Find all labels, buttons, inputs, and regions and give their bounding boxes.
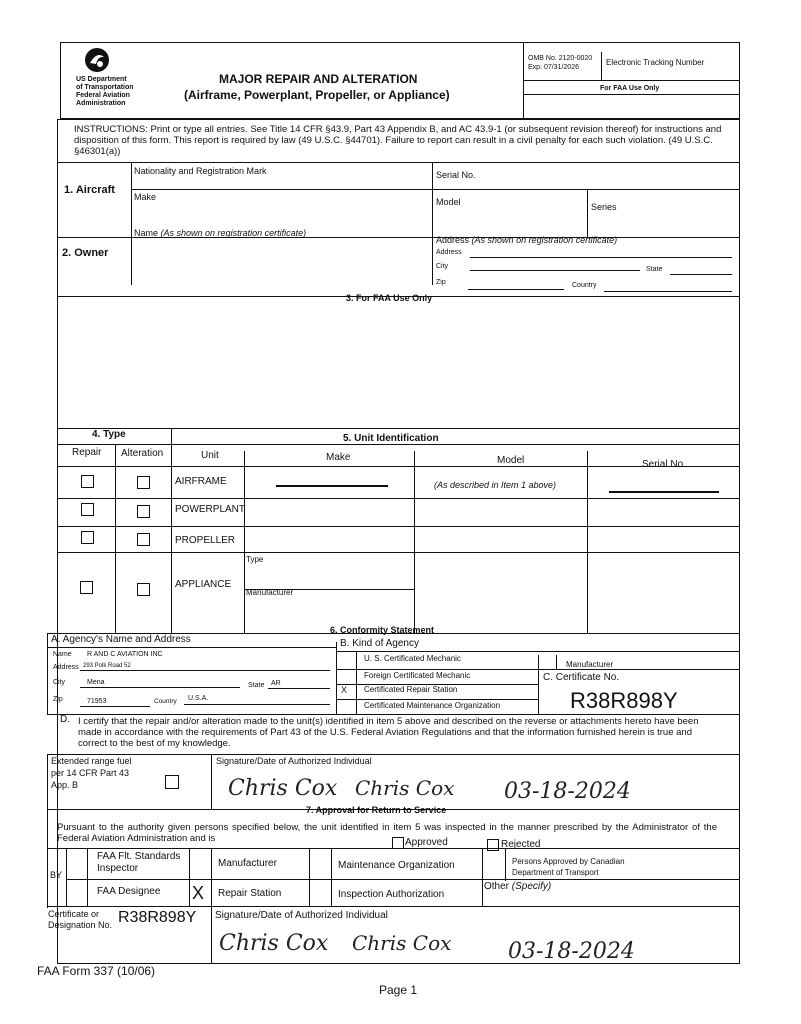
airframe-repair-checkbox[interactable]	[81, 475, 94, 488]
agency-line-1: US Department	[76, 76, 127, 83]
approval-by-label: BY	[50, 870, 63, 880]
unit-row-appliance: APPLIANCE	[175, 579, 232, 590]
propeller-repair-checkbox[interactable]	[81, 531, 94, 544]
opt-manufacturer-checkbox[interactable]	[191, 851, 209, 877]
agency-zip-value[interactable]: 71953	[87, 698, 107, 705]
ext-fuel-line-2: per 14 CFR Part 43	[51, 768, 130, 778]
instructions-text: INSTRUCTIONS: Print or type all entries. See Title 14 CFR §43.9, Part 43 Appendix B, and AC 43.9-1 (or subsequent revision thereof) for instructions and disposition of this form. This report is required by law (49 U.S.C. §44701). Failure to report can result in a civil penalty for each such violation. (49 U.S.C. §46301(a))	[74, 124, 722, 157]
airframe-model-note: (As described in Item 1 above)	[434, 480, 557, 490]
opt-designee-checkbox[interactable]	[68, 882, 85, 904]
appliance-type-label: Type	[246, 555, 264, 564]
conformity-signature-initials: Chris Cox	[355, 776, 455, 800]
agency-name-address-label: A. Agency's Name and Address	[51, 634, 191, 645]
aircraft-serial-field[interactable]	[436, 180, 736, 189]
airframe-make-dash	[276, 485, 388, 487]
cert-designation-value[interactable]: R38R898Y	[118, 909, 197, 926]
aircraft-model-label: Model	[436, 197, 461, 207]
unit-row-powerplant: POWERPLANT	[175, 504, 246, 515]
ext-fuel-line-3: App. B	[51, 780, 79, 790]
conformity-section-label: 6. Conformity Statement	[330, 625, 435, 635]
tracking-number-label: Electronic Tracking Number	[606, 58, 705, 67]
certificate-number-value[interactable]: R38R898Y	[570, 688, 678, 713]
form-subtitle: (Airframe, Powerplant, Propeller, or Appliance)	[184, 88, 450, 102]
faa-use-only-label: For FAA Use Only	[600, 85, 660, 92]
aircraft-make-label: Make	[134, 192, 157, 202]
opt-designee: FAA Designee	[97, 886, 161, 897]
approval-section-label: 7. Approval for Return to Service	[306, 805, 447, 815]
cert-designation-line-1: Certificate or	[48, 909, 100, 919]
agency-city-label: City	[53, 679, 66, 686]
agency-address-value[interactable]: 293 Polk Road 52	[83, 663, 131, 669]
aircraft-serial-label: Serial No.	[436, 170, 476, 180]
rejected-label: Rejected	[501, 839, 541, 850]
approval-statement: Pursuant to the authority given persons specified below, the unit identified in item 5 was inspected in the manner prescribed by the Administrator of the Federal Aviation Administration and is	[57, 822, 717, 844]
opt-other-label: Other (Specify)	[484, 881, 552, 892]
faa-use-section-label: 3. For FAA Use Only	[346, 293, 433, 303]
opt-manufacturer: Manufacturer	[218, 858, 277, 869]
conformity-signature-date[interactable]: 03-18-2024	[504, 779, 631, 804]
powerplant-serial-field[interactable]	[590, 501, 736, 523]
kind-repair-station-mark[interactable]: X	[341, 685, 348, 695]
approved-label: Approved	[405, 837, 448, 848]
unit-column-label: Unit	[201, 450, 219, 461]
opt-canadian-line-1: Persons Approved by Canadian	[512, 857, 625, 866]
cert-designation-line-2: Designation No.	[48, 920, 113, 930]
alteration-column-label: Alteration	[121, 448, 164, 459]
agency-country-value[interactable]: U.S.A.	[188, 695, 209, 702]
agency-country-label: Country	[154, 698, 177, 705]
form-number: FAA Form 337 (10/06)	[37, 964, 156, 978]
owner-address-field-label: Address	[436, 249, 462, 256]
ext-fuel-checkbox[interactable]	[165, 775, 179, 789]
appliance-manufacturer-label: Manufacturer	[246, 588, 294, 597]
approval-signature-initials: Chris Cox	[352, 931, 452, 955]
unit-row-propeller: PROPELLER	[175, 535, 236, 546]
opt-fsi-line-2: Inspector	[97, 863, 139, 874]
agency-name-label: Name	[53, 651, 72, 658]
aircraft-series-label: Series	[591, 202, 617, 212]
agency-state-label: State	[248, 682, 265, 689]
opt-inspection-auth: Inspection Authorization	[338, 889, 445, 900]
rejected-checkbox[interactable]	[487, 839, 499, 851]
opt-canadian-line-2: Department of Transport	[512, 868, 599, 877]
kind-manufacturer: Manufacturer	[566, 660, 614, 669]
make-column-label: Make	[326, 452, 351, 463]
faa-logo-icon	[84, 47, 110, 73]
omb-expiration: Exp: 07/31/2026	[528, 64, 579, 71]
airframe-serial-dash	[609, 491, 719, 493]
agency-state-value[interactable]: AR	[271, 680, 281, 687]
serial-column-label: Serial No.	[642, 459, 686, 470]
propeller-serial-field[interactable]	[590, 529, 736, 550]
nationality-field[interactable]	[134, 177, 428, 188]
powerplant-repair-checkbox[interactable]	[81, 503, 94, 516]
agency-line-4: Administration	[76, 100, 126, 107]
propeller-make-field[interactable]	[247, 529, 411, 550]
owner-country-label: Country	[572, 282, 597, 289]
owner-name-label: Name (As shown on registration certificate)	[134, 228, 307, 238]
appliance-alteration-checkbox[interactable]	[137, 583, 150, 596]
agency-city-value[interactable]: Mena	[87, 679, 105, 686]
aircraft-model-field[interactable]	[436, 210, 584, 235]
conformity-signature-label: Signature/Date of Authorized Individual	[216, 756, 372, 766]
nationality-label: Nationality and Registration Mark	[134, 166, 267, 176]
aircraft-section-label: 1. Aircraft	[64, 184, 115, 196]
aircraft-series-field[interactable]	[591, 214, 736, 235]
propeller-model-field[interactable]	[417, 529, 584, 550]
agency-zip-label: Zip	[53, 696, 63, 703]
agency-name-value[interactable]: R AND C AVIATION INC	[87, 651, 163, 658]
conformity-signature-name[interactable]: Chris Cox	[228, 776, 338, 801]
unit-row-airframe: AIRFRAME	[175, 476, 227, 487]
kind-repair-station: Certificated Repair Station	[364, 685, 458, 694]
kind-maintenance-org-checkbox[interactable]	[338, 701, 354, 713]
ext-fuel-line-1: Extended range fuel	[51, 756, 132, 766]
opt-other-field[interactable]	[484, 895, 736, 905]
omb-number: OMB No. 2120-0020	[528, 55, 593, 62]
powerplant-model-field[interactable]	[417, 501, 584, 523]
model-column-label: Model	[497, 455, 525, 466]
type-section-label: 4. Type	[92, 429, 126, 440]
approval-signature-name[interactable]: Chris Cox	[219, 931, 329, 956]
owner-section-label: 2. Owner	[62, 247, 109, 259]
appliance-model-field[interactable]	[417, 556, 584, 630]
designee-mark[interactable]: X	[192, 883, 205, 903]
agency-line-2: of Transportation	[76, 84, 134, 91]
kind-us-mechanic: U. S. Certificated Mechanic	[364, 654, 461, 663]
appliance-serial-field[interactable]	[590, 556, 736, 630]
form-title: MAJOR REPAIR AND ALTERATION	[219, 72, 418, 86]
opt-repair-station: Repair Station	[218, 888, 282, 899]
propeller-alteration-checkbox[interactable]	[137, 533, 150, 546]
agency-line-3: Federal Aviation	[76, 92, 130, 99]
owner-state-label: State	[646, 266, 663, 273]
approval-signature-label: Signature/Date of Authorized Individual	[215, 910, 388, 921]
kind-of-agency-label: B. Kind of Agency	[340, 638, 419, 649]
airframe-alteration-checkbox[interactable]	[137, 476, 150, 489]
opt-fsi-line-1: FAA Flt. Standards	[97, 851, 181, 862]
opt-maint-org-checkbox[interactable]	[311, 851, 329, 877]
opt-inspection-auth-checkbox[interactable]	[311, 882, 329, 904]
powerplant-make-field[interactable]	[247, 501, 411, 523]
repair-column-label: Repair	[72, 447, 102, 458]
certification-statement: I certify that the repair and/or alteration made to the unit(s) identified in item 5 above and described on the reverse or attachments hereto have been made in accordance with the requirements of Part 43 of the U.S. Federal Aviation Regulations and that the information furnished herein is true and correct to the best of my knowledge.	[78, 716, 699, 749]
unit-section-label: 5. Unit Identification	[343, 433, 439, 444]
opt-canadian-checkbox[interactable]	[484, 851, 503, 877]
certificate-number-label: C. Certificate No.	[543, 672, 620, 683]
opt-fsi-checkbox[interactable]	[68, 851, 85, 877]
owner-address-label: Address (As shown on registration certificate)	[436, 235, 618, 245]
owner-name-field[interactable]	[134, 241, 428, 283]
kind-maintenance-org: Certificated Maintenance Organization	[364, 701, 501, 710]
faa-use-area[interactable]	[60, 306, 736, 426]
page-number: Page 1	[379, 983, 418, 997]
kind-us-mechanic-checkbox[interactable]	[338, 655, 354, 667]
certification-d-label: D.	[60, 714, 70, 725]
approval-signature-date[interactable]: 03-18-2024	[508, 939, 635, 964]
kind-manufacturer-checkbox[interactable]	[540, 657, 554, 668]
owner-city-label: City	[436, 263, 449, 270]
agency-address-label: Address	[53, 664, 79, 671]
opt-maint-org: Maintenance Organization	[338, 860, 455, 871]
appliance-repair-checkbox[interactable]	[80, 581, 93, 594]
kind-foreign-mechanic-checkbox[interactable]	[338, 671, 354, 683]
powerplant-alteration-checkbox[interactable]	[137, 505, 150, 518]
kind-foreign-mechanic: Foreign Certificated Mechanic	[364, 671, 471, 680]
owner-zip-label: Zip	[436, 279, 446, 286]
